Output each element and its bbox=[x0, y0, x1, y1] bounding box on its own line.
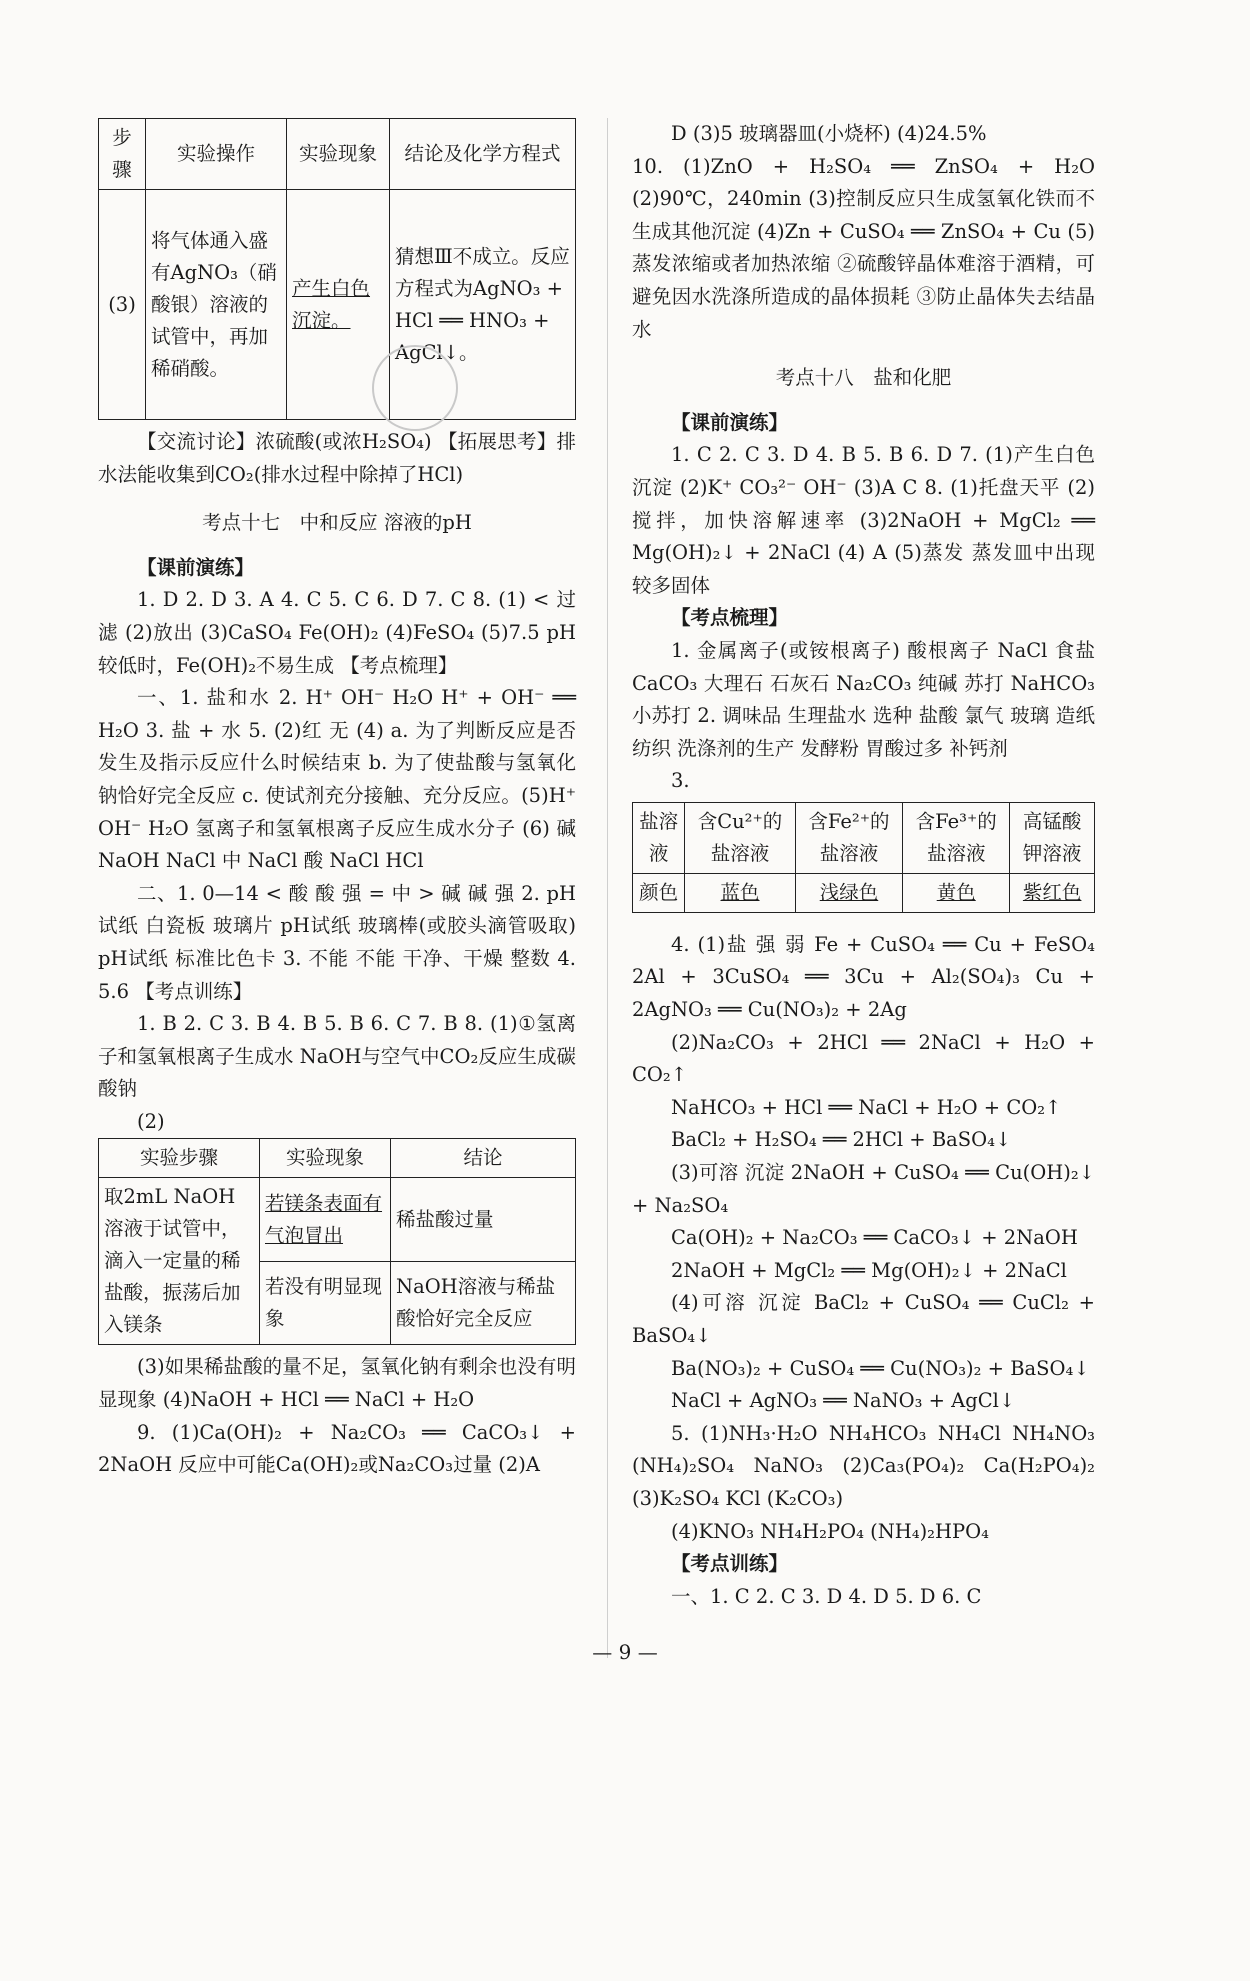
table1-cell: 将气体通入盛有AgNO₃（硝酸银）溶液的试管中，再加稀硝酸。 bbox=[146, 190, 287, 420]
table2-header: 结论 bbox=[391, 1139, 576, 1178]
color-table bbox=[632, 802, 1095, 913]
section-heading: 考点十七 中和反应 溶液的pH bbox=[202, 511, 472, 535]
paragraph: Ba(NO₃)₂ + CuSO₄ ══ Cu(NO₃)₂ + BaSO₄↓ bbox=[671, 1356, 1090, 1380]
paragraph: 10. (1)ZnO + H₂SO₄ ══ ZnSO₄ + H₂O (2)90℃，240min (3)控制反应只生成氢氧化铁而不生成其他沉淀 (4)Zn + CuSO₄ ══ ZnSO₄ + Cu (5)蒸发浓缩或者加热浓缩 ②硫酸锌晶体难溶于酒精，可避免因水洗涤所造成的晶体损耗 ③防止晶体失去结晶水 bbox=[632, 154, 1095, 341]
paragraph: 一、1. 盐和水 2. H⁺ OH⁻ H₂O H⁺ + OH⁻ ══ H₂O 3. 盐 + 水 5. (2)红 无 (4) a. 为了判断反应是否发生及指示反应什么时候结束 b. 为了使盐酸与氢氧化钠恰好完全反应 c. 使试剂充分接触、充分反应。(5)H⁺ OH⁻ H₂O 氢离子和氢氧根离子反应生成水分子 (6) 碱 NaOH NaCl 中 NaCl 酸 NaCl HCl bbox=[98, 686, 576, 873]
section-label: 【考点训练】 bbox=[671, 1552, 789, 1576]
table2-header: 实验步骤 bbox=[99, 1139, 260, 1178]
color-table-cell: 高锰酸钾溶液 bbox=[1010, 802, 1095, 873]
color-table-cell: 浅绿色 bbox=[795, 873, 902, 912]
paragraph: Ca(OH)₂ + Na₂CO₃ ══ CaCO₃↓ + 2NaOH bbox=[671, 1226, 1078, 1250]
table1-cell: (3) bbox=[99, 190, 146, 420]
left-column bbox=[98, 118, 576, 1482]
color-table-cell: 蓝色 bbox=[685, 873, 796, 912]
paragraph: 1. C 2. C 3. D 4. B 5. B 6. D 7. (1)产生白色沉淀 (2)K⁺ CO₃²⁻ OH⁻ (3)A C 8. (1)托盘天平 (2)搅拌，加快溶解速率 (3)2NaOH + MgCl₂ ══ Mg(OH)₂↓ + 2NaCl (4) A (5)蒸发 蒸发皿中出现较多固体 bbox=[632, 443, 1095, 597]
table2-cell: NaOH溶液与稀盐酸恰好完全反应 bbox=[391, 1261, 576, 1345]
table1-cell: 产生白色沉淀。 bbox=[287, 190, 390, 420]
table1-header: 步骤 bbox=[99, 119, 146, 190]
color-table-cell: 盐溶液 bbox=[633, 802, 685, 873]
paragraph: NaHCO₃ + HCl ══ NaCl + H₂O + CO₂↑ bbox=[671, 1095, 1062, 1119]
color-table-cell: 颜色 bbox=[633, 873, 685, 912]
table1-header: 实验现象 bbox=[287, 119, 390, 190]
paragraph: (3)如果稀盐酸的量不足，氢氧化钠有剩余也没有明显现象 (4)NaOH + HCl ══ NaCl + H₂O bbox=[98, 1355, 576, 1412]
paragraph: 【交流讨论】浓硫酸(或浓H₂SO₄) 【拓展思考】排水法能收集到CO₂(排水过程中除掉了HCl) bbox=[98, 430, 576, 486]
paragraph: NaCl + AgNO₃ ══ NaNO₃ + AgCl↓ bbox=[671, 1389, 1016, 1413]
table2-cell: 若没有明显现象 bbox=[260, 1261, 391, 1345]
table2-header: 实验现象 bbox=[260, 1139, 391, 1178]
color-table-cell: 紫红色 bbox=[1010, 873, 1095, 912]
paragraph: D (3)5 玻璃器皿(小烧杯) (4)24.5% bbox=[671, 122, 987, 145]
table2-cell: 若镁条表面有气泡冒出 bbox=[260, 1178, 391, 1262]
column-divider bbox=[607, 118, 608, 1658]
section-label: 【课前演练】 bbox=[137, 555, 255, 579]
seal-stamp-icon bbox=[372, 345, 458, 431]
paragraph: 1. B 2. C 3. B 4. B 5. B 6. C 7. B 8. (1)①氢离子和氢氧根离子生成水 NaOH与空气中CO₂反应生成碳酸钠 bbox=[98, 1012, 576, 1101]
section-label: 【课前演练】 bbox=[671, 410, 789, 434]
paragraph: 一、1. C 2. C 3. D 4. D 5. D 6. C bbox=[671, 1584, 982, 1608]
paragraph: 9. (1)Ca(OH)₂ + Na₂CO₃ ══ CaCO₃↓ + 2NaOH 反应中可能Ca(OH)₂或Na₂CO₃过量 (2)A bbox=[98, 1420, 576, 1477]
experiment-table-2 bbox=[98, 1138, 576, 1345]
paragraph: (4)可溶 沉淀 BaCl₂ + CuSO₄ ══ CuCl₂ + BaSO₄↓ bbox=[632, 1291, 1095, 1347]
color-table-cell: 含Cu²⁺的盐溶液 bbox=[685, 802, 796, 873]
paragraph: 4. (1)盐 强 弱 Fe + CuSO₄ ══ Cu + FeSO₄ 2Al + 3CuSO₄ ══ 3Cu + Al₂(SO₄)₃ Cu + 2AgNO₃ ══ Cu(NO₃)₂ + 2Ag bbox=[632, 932, 1095, 1022]
experiment-table-1 bbox=[98, 118, 576, 420]
paragraph: (2) bbox=[137, 1109, 165, 1133]
paragraph: (2)Na₂CO₃ + 2HCl ══ 2NaCl + H₂O + CO₂↑ bbox=[632, 1030, 1095, 1087]
color-table-cell: 含Fe³⁺的盐溶液 bbox=[903, 802, 1010, 873]
right-column bbox=[632, 118, 1095, 1613]
section-label: 【考点梳理】 bbox=[671, 606, 789, 630]
paragraph: BaCl₂ + H₂SO₄ ══ 2HCl + BaSO₄↓ bbox=[671, 1128, 1012, 1152]
paragraph: (4)KNO₃ NH₄H₂PO₄ (NH₄)₂HPO₄ bbox=[671, 1519, 989, 1543]
color-table-cell: 含Fe²⁺的盐溶液 bbox=[795, 802, 902, 873]
paragraph: 5. (1)NH₃·H₂O NH₄HCO₃ NH₄Cl NH₄NO₃ (NH₄)₂SO₄ NaNO₃ (2)Ca₃(PO₄)₂ Ca(H₂PO₄)₂ (3)K₂SO₄ KCl (K₂CO₃) bbox=[632, 1421, 1095, 1510]
paragraph: 3. bbox=[671, 769, 690, 793]
table1-header: 结论及化学方程式 bbox=[390, 119, 576, 190]
color-table-cell: 黄色 bbox=[903, 873, 1010, 912]
table2-cell: 取2mL NaOH溶液于试管中，滴入一定量的稀盐酸，振荡后加入镁条 bbox=[99, 1178, 260, 1345]
page-number: — 9 — bbox=[592, 1640, 658, 1664]
paragraph: 2NaOH + MgCl₂ ══ Mg(OH)₂↓ + 2NaCl bbox=[671, 1258, 1067, 1282]
paragraph: (3)可溶 沉淀 2NaOH + CuSO₄ ══ Cu(OH)₂↓ + Na₂SO₄ bbox=[632, 1161, 1095, 1217]
table2-cell: 稀盐酸过量 bbox=[391, 1178, 576, 1262]
table1-cell: 猜想Ⅲ不成立。反应方程式为AgNO₃ + HCl ══ HNO₃ + AgCl↓。 bbox=[390, 190, 576, 420]
paragraph: 二、1. 0—14 < 酸 酸 强 = 中 > 碱 碱 强 2. pH试纸 白瓷板 玻璃片 pH试纸 玻璃棒(或胶头滴管吸取) pH试纸 标准比色卡 3. 不能 不能 干净、干燥 整数 4. 5.6 【考点训练】 bbox=[98, 881, 576, 1003]
table1-header: 实验操作 bbox=[146, 119, 287, 190]
paragraph: 1. D 2. D 3. A 4. C 5. C 6. D 7. C 8. (1) < 过滤 (2)放出 (3)CaSO₄ Fe(OH)₂ (4)FeSO₄ (5)7.5 pH较低时，Fe(OH)₂不易生成 【考点梳理】 bbox=[98, 588, 576, 677]
paragraph: 1. 金属离子(或铵根离子) 酸根离子 NaCl 食盐 CaCO₃ 大理石 石灰石 Na₂CO₃ 纯碱 苏打 NaHCO₃ 小苏打 2. 调味品 生理盐水 选种 盐酸 氯气 玻璃 造纸 纺织 洗涤剂的生产 发酵粉 胃酸过多 补钙剂 bbox=[632, 638, 1095, 760]
section-heading: 考点十八 盐和化肥 bbox=[775, 366, 952, 390]
